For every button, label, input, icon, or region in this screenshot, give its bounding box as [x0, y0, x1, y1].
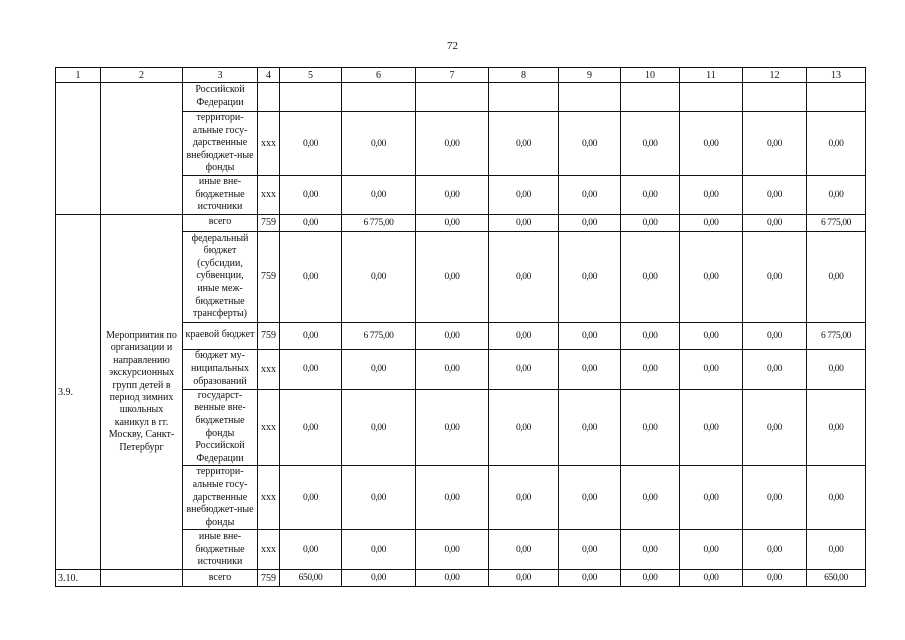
value-cell: 0,00	[489, 176, 559, 215]
value-cell: 0,00	[489, 466, 559, 530]
value-cell: 0,00	[743, 176, 807, 215]
value-cell: 0,00	[342, 112, 416, 176]
code-cell: ххх	[258, 112, 280, 176]
value-cell: 6 775,00	[342, 322, 416, 349]
funding-source-cell: всего	[183, 214, 258, 231]
value-cell	[280, 83, 342, 112]
funding-source-cell: Российской Федерации	[183, 83, 258, 112]
value-cell: 0,00	[743, 349, 807, 389]
value-cell: 0,00	[807, 466, 866, 530]
value-cell: 0,00	[416, 466, 489, 530]
value-cell: 0,00	[280, 176, 342, 215]
code-cell: ххх	[258, 349, 280, 389]
value-cell: 0,00	[680, 349, 743, 389]
column-header: 10	[621, 68, 680, 83]
value-cell: 0,00	[621, 530, 680, 570]
value-cell: 0,00	[621, 176, 680, 215]
value-cell: 0,00	[342, 530, 416, 570]
value-cell: 0,00	[680, 570, 743, 587]
value-cell: 0,00	[416, 349, 489, 389]
value-cell: 0,00	[416, 389, 489, 466]
value-cell: 0,00	[280, 112, 342, 176]
value-cell	[743, 83, 807, 112]
funding-source-cell: иные вне-бюджетные источники	[183, 530, 258, 570]
funding-source-cell: федеральный бюджет (субсидии, субвенции, иные меж-бюджетные трансферты)	[183, 231, 258, 322]
value-cell: 0,00	[489, 389, 559, 466]
value-cell	[807, 83, 866, 112]
value-cell: 0,00	[342, 466, 416, 530]
value-cell: 0,00	[559, 349, 621, 389]
value-cell: 0,00	[680, 466, 743, 530]
code-cell: 759	[258, 322, 280, 349]
row-title-cell	[101, 83, 183, 215]
table-row	[56, 214, 866, 231]
value-cell: 0,00	[743, 389, 807, 466]
funding-source-cell: бюджет му-ниципальных образований	[183, 349, 258, 389]
activity-title-cell	[101, 570, 183, 587]
value-cell: 0,00	[489, 112, 559, 176]
value-cell: 0,00	[489, 530, 559, 570]
value-cell: 0,00	[280, 231, 342, 322]
budget-table	[55, 67, 866, 587]
column-header: 5	[280, 68, 342, 83]
value-cell: 0,00	[489, 214, 559, 231]
code-cell: 759	[258, 570, 280, 587]
funding-source-cell: краевой бюджет	[183, 322, 258, 349]
value-cell: 0,00	[559, 322, 621, 349]
value-cell	[559, 83, 621, 112]
value-cell: 0,00	[680, 214, 743, 231]
value-cell: 0,00	[621, 322, 680, 349]
value-cell	[621, 83, 680, 112]
funding-source-cell: государст-венные вне-бюджетные фонды Российской Федерации	[183, 389, 258, 466]
value-cell: 0,00	[743, 112, 807, 176]
code-cell: ххх	[258, 466, 280, 530]
value-cell: 0,00	[342, 570, 416, 587]
value-cell: 0,00	[743, 322, 807, 349]
value-cell: 0,00	[807, 176, 866, 215]
value-cell: 0,00	[807, 231, 866, 322]
value-cell: 0,00	[621, 389, 680, 466]
value-cell: 0,00	[489, 231, 559, 322]
value-cell: 0,00	[621, 112, 680, 176]
value-cell: 0,00	[680, 112, 743, 176]
value-cell: 6 775,00	[342, 214, 416, 231]
code-cell: ххх	[258, 176, 280, 215]
value-cell: 0,00	[342, 389, 416, 466]
column-header: 3	[183, 68, 258, 83]
value-cell: 0,00	[680, 231, 743, 322]
value-cell: 0,00	[621, 349, 680, 389]
value-cell: 0,00	[559, 466, 621, 530]
value-cell: 0,00	[416, 214, 489, 231]
column-header: 4	[258, 68, 280, 83]
value-cell: 0,00	[489, 349, 559, 389]
page-number: 72	[447, 40, 458, 52]
code-cell: ххх	[258, 530, 280, 570]
value-cell: 0,00	[559, 389, 621, 466]
value-cell: 6 775,00	[807, 214, 866, 231]
value-cell: 0,00	[342, 231, 416, 322]
value-cell: 0,00	[743, 231, 807, 322]
value-cell: 0,00	[280, 349, 342, 389]
value-cell: 650,00	[807, 570, 866, 587]
value-cell: 0,00	[743, 466, 807, 530]
value-cell: 0,00	[807, 112, 866, 176]
column-header: 6	[342, 68, 416, 83]
row-index-cell	[56, 83, 101, 215]
value-cell: 0,00	[280, 530, 342, 570]
row-index-cell: 3.10.	[56, 570, 101, 587]
value-cell: 0,00	[489, 570, 559, 587]
column-header: 11	[680, 68, 743, 83]
value-cell: 0,00	[280, 322, 342, 349]
value-cell: 0,00	[680, 530, 743, 570]
value-cell: 0,00	[342, 176, 416, 215]
funding-source-cell: всего	[183, 570, 258, 587]
value-cell: 0,00	[807, 349, 866, 389]
value-cell	[416, 83, 489, 112]
funding-source-cell: территори-альные госу-дарственные внебюджет-ные фонды	[183, 112, 258, 176]
value-cell: 0,00	[416, 322, 489, 349]
value-cell: 6 775,00	[807, 322, 866, 349]
column-header: 13	[807, 68, 866, 83]
table-row	[56, 570, 866, 587]
value-cell: 0,00	[621, 214, 680, 231]
column-header: 1	[56, 68, 101, 83]
value-cell: 0,00	[416, 570, 489, 587]
value-cell: 0,00	[743, 570, 807, 587]
value-cell: 0,00	[680, 322, 743, 349]
column-number-row	[56, 68, 866, 83]
value-cell: 0,00	[280, 466, 342, 530]
value-cell: 0,00	[280, 389, 342, 466]
value-cell: 0,00	[280, 214, 342, 231]
column-header: 8	[489, 68, 559, 83]
value-cell: 0,00	[416, 176, 489, 215]
value-cell: 0,00	[559, 570, 621, 587]
value-cell: 650,00	[280, 570, 342, 587]
row-index-cell: 3.9.	[56, 214, 101, 570]
value-cell: 0,00	[621, 466, 680, 530]
value-cell: 0,00	[559, 214, 621, 231]
value-cell: 0,00	[743, 214, 807, 231]
value-cell: 0,00	[680, 176, 743, 215]
funding-source-cell: иные вне-бюджетные источники	[183, 176, 258, 215]
code-cell: 759	[258, 231, 280, 322]
value-cell: 0,00	[416, 112, 489, 176]
value-cell: 0,00	[342, 349, 416, 389]
value-cell: 0,00	[416, 231, 489, 322]
value-cell: 0,00	[807, 389, 866, 466]
value-cell: 0,00	[559, 112, 621, 176]
value-cell	[489, 83, 559, 112]
value-cell: 0,00	[559, 176, 621, 215]
value-cell: 0,00	[680, 389, 743, 466]
column-header: 2	[101, 68, 183, 83]
value-cell: 0,00	[559, 231, 621, 322]
code-cell	[258, 83, 280, 112]
value-cell: 0,00	[559, 530, 621, 570]
value-cell: 0,00	[621, 570, 680, 587]
value-cell: 0,00	[416, 530, 489, 570]
value-cell: 0,00	[743, 530, 807, 570]
code-cell: 759	[258, 214, 280, 231]
value-cell: 0,00	[489, 322, 559, 349]
code-cell: ххх	[258, 389, 280, 466]
table-row	[56, 83, 866, 112]
value-cell	[680, 83, 743, 112]
column-header: 9	[559, 68, 621, 83]
value-cell: 0,00	[621, 231, 680, 322]
funding-source-cell: территори-альные госу-дарственные внебюджет-ные фонды	[183, 466, 258, 530]
value-cell: 0,00	[807, 530, 866, 570]
column-header: 12	[743, 68, 807, 83]
value-cell	[342, 83, 416, 112]
column-header: 7	[416, 68, 489, 83]
activity-title-cell: Мероприятия по организации и направлению экскурсионных групп детей в период зимних школьных каникул в гг. Москву, Санкт-Петербург	[101, 214, 183, 570]
